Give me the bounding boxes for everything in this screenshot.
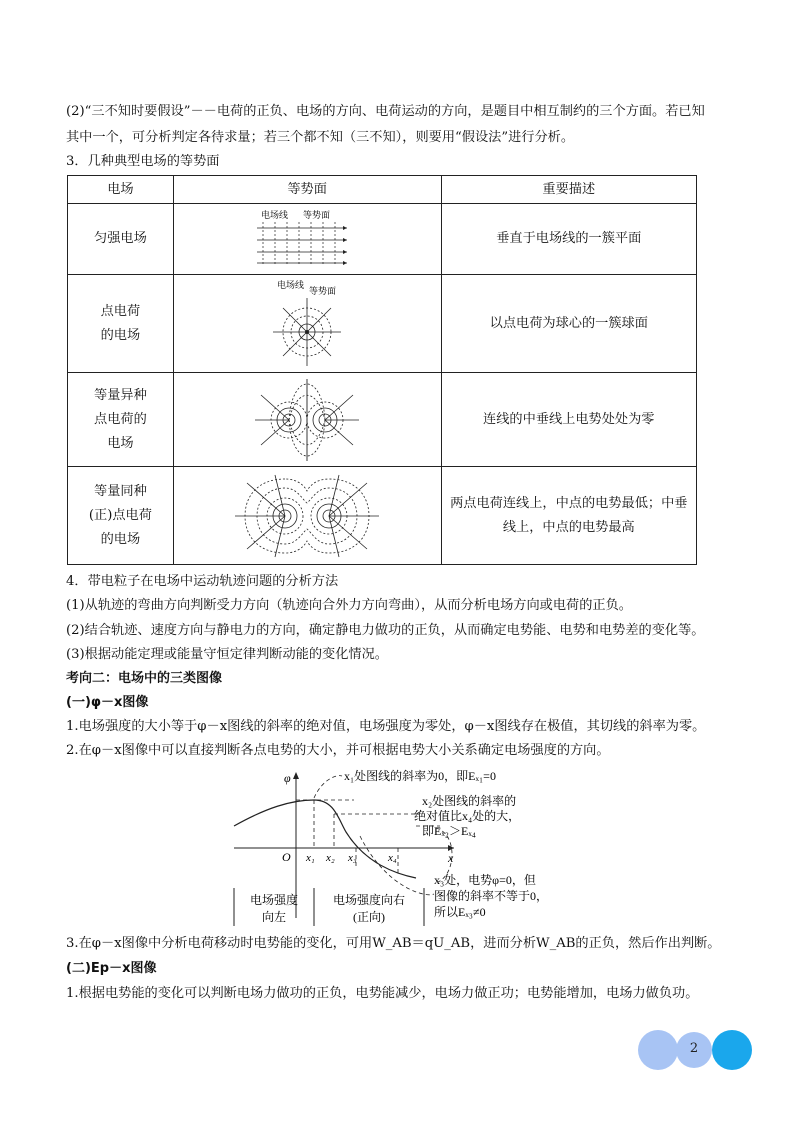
fig-label-field-line: 电场线: [261, 210, 289, 220]
table-row: [68, 467, 697, 565]
note-x2-line: x₂处图线的斜率的: [422, 794, 517, 808]
field-name-line: 电场: [107, 435, 134, 451]
phi-x-graph: [226, 768, 576, 930]
subsection-phi-x: (一)φ－x图像: [66, 695, 149, 710]
page-number-text: 2: [689, 1041, 699, 1056]
note-x3-line: 图像的斜率不等于0，: [434, 889, 549, 903]
x-axis-label: x: [448, 851, 454, 865]
field-name: [68, 275, 174, 373]
note-x3-line: x₃处，电势φ=0，但: [434, 873, 536, 887]
tick-x1: x₁: [306, 852, 315, 864]
para-1-line-2: 其中一个，可分析判定各待求量；若三个都不知（三不知），则要用“假设法”进行分析。: [66, 130, 575, 145]
origin-label: O: [282, 850, 291, 864]
desc-line: 线上，中点的电势最高: [502, 519, 635, 535]
page-circle-right: [712, 1030, 752, 1070]
phi-x-item-2: 2.在φ－x图像中可以直接判断各点电势的大小，并可根据电势大小关系确定电场强度的方向。: [66, 743, 610, 758]
table-header-row: [68, 176, 697, 204]
desc-line: 以点电荷为球心的一簇球面: [489, 315, 648, 331]
uniform-field-figure: [173, 204, 441, 275]
page-circle-left: [638, 1030, 678, 1070]
desc-line: 垂直于电场线的一簇平面: [496, 231, 642, 246]
fig-label-equipotential: 等势面: [309, 285, 337, 296]
field-description: [441, 373, 696, 467]
field-name: [68, 467, 174, 565]
opposite-charges-figure: [173, 373, 441, 467]
tick-x2: x₂: [326, 852, 335, 864]
section-3-title: 3．几种典型电场的等势面: [66, 154, 220, 169]
page-number: [676, 1032, 712, 1068]
field-name-line: 匀强电场: [94, 231, 147, 246]
field-name-line: 等量同种: [94, 483, 147, 499]
field-name-line: 点电荷: [100, 303, 141, 319]
y-axis-label: φ: [284, 771, 291, 785]
tick-x4: x₄: [388, 852, 397, 864]
para-1-line-1: (2)“三不知时要假设”－－电荷的正负、电场的方向、电荷运动的方向，是题目中相互制约的三个方面。若已知: [66, 104, 705, 119]
field-name-line: 等量异种: [94, 387, 147, 403]
region-left-line: 向左: [261, 910, 287, 924]
section-4-item: (1)从轨迹的弯曲方向判断受力方向（轨迹向合外力方向弯曲），从而分析电场方向或电荷的正负。: [66, 598, 632, 613]
note-x2-line: 绝对值比x₄处的大，: [414, 809, 521, 823]
table-row: [68, 275, 697, 373]
field-description: [441, 467, 696, 565]
section-4-title: 4．带电粒子在电场中运动轨迹问题的分析方法: [66, 574, 339, 589]
table-row: [68, 373, 697, 467]
desc-line: 两点电荷连线上，中点的电势最低；中垂: [450, 495, 688, 511]
fig-label-field-line: 电场线: [277, 279, 305, 290]
field-name-line: 点电荷的: [94, 411, 147, 427]
like-charges-figure: [173, 467, 441, 565]
ep-x-item-1: 1.根据电势能的变化可以判断电场力做功的正负，电势能减少，电场力做正功；电势能增加，电场力做负功。: [66, 986, 699, 1001]
table-row: [68, 204, 697, 275]
header-surface: 等势面: [173, 176, 441, 204]
region-right-line: (正向): [353, 910, 385, 924]
fig-label-equipotential: 等势面: [303, 210, 331, 220]
header-field: 电场: [68, 176, 174, 204]
region-right-line: 电场强度向右: [332, 893, 406, 907]
region-left-line: 电场强度: [249, 893, 299, 907]
phi-x-item-3: 3.在φ－x图像中分析电荷移动时电势能的变化，可用W_AB＝qU_AB，进而分析W_AB的正负，然后作出判断。: [66, 936, 721, 951]
header-description: 重要描述: [441, 176, 696, 204]
note-x1: x₁处图线的斜率为0，即Eₓ₁=0: [344, 769, 496, 783]
field-name: [68, 204, 174, 275]
aspect-2-title: 考向二：电场中的三类图像: [66, 671, 223, 686]
note-x3-line: 所以Eₓ₃≠0: [434, 905, 486, 919]
point-charge-figure: [173, 275, 441, 373]
section-4-item: (2)结合轨迹、速度方向与静电力的方向，确定静电力做功的正负，从而确定电势能、电势和电势差的变化等。: [66, 623, 705, 638]
field-name: [68, 373, 174, 467]
field-name-line: 的电场: [100, 327, 141, 343]
field-name-line: 的电场: [100, 531, 141, 547]
tick-x3: x₃: [348, 852, 357, 864]
phi-x-item-1: 1.电场强度的大小等于φ－x图线的斜率的绝对值，电场强度为零处，φ－x图线存在极值，其切线的斜率为零。: [66, 719, 706, 734]
field-description: [441, 204, 696, 275]
field-name-line: (正)点电荷: [88, 507, 152, 523]
section-4-item: (3)根据动能定理或能量守恒定律判断动能的变化情况。: [66, 647, 388, 662]
subsection-ep-x: (二)Ep－x图像: [66, 961, 157, 976]
desc-line: 连线的中垂线上电势处处为零: [483, 411, 655, 427]
field-description: [441, 275, 696, 373]
equipotential-table: [67, 175, 697, 565]
note-x2-line: 即Eₓ₂＞Eₓ₄: [422, 824, 476, 838]
